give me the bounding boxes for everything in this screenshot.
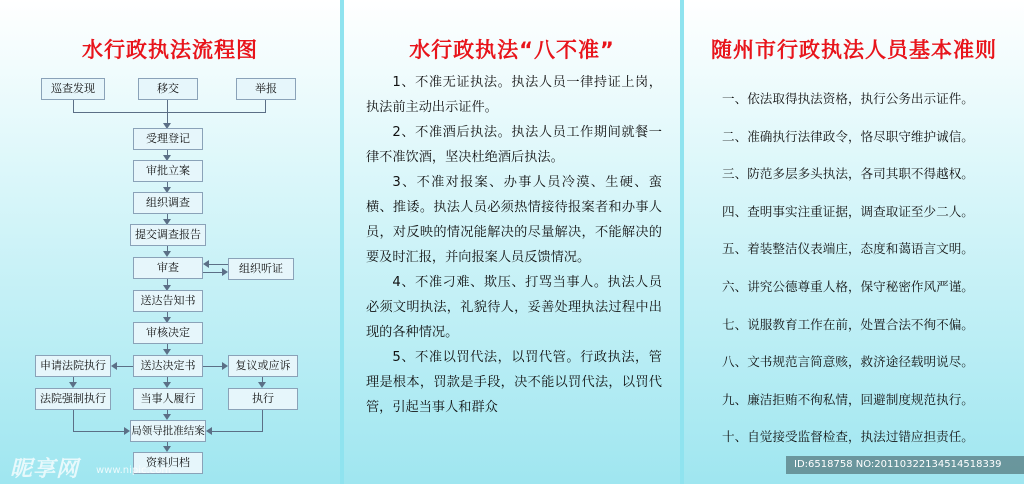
- rule-item: 六、讲究公德尊重人格，保守秘密作风严谨。: [722, 278, 974, 294]
- node-apply-court: 申请法院执行: [35, 355, 111, 377]
- rule-item: 七、说服教育工作在前，处置合法不徇不偏。: [722, 316, 974, 332]
- node-hearing: 组织听证: [228, 258, 294, 280]
- rule-item: 八、文书规范言简意赅，救济途径载明说尽。: [722, 354, 974, 370]
- node-transfer: 移交: [138, 78, 198, 100]
- node-notice: 送达告知书: [133, 290, 203, 312]
- prohibition-paragraph: 3、不准对报案、办事人员冷漠、生硬、蛮横、推诿。执法人员必须热情接待报案者和办事人员，对反映的情况能解决的尽量解决，不能解决的要及时汇报，并向报案人员反馈情况。: [366, 175, 662, 265]
- eight-prohibitions-title: 水行政执法“八不准”: [409, 38, 615, 62]
- node-execute: 执行: [228, 388, 298, 410]
- node-decide: 审核决定: [133, 322, 203, 344]
- rule-item: 三、防范多层多头执法，各司其职不得越权。: [722, 166, 974, 182]
- rule-item: 十、自觉接受监督检查，执法过错应担责任。: [722, 429, 974, 445]
- node-submit-report: 提交调查报告: [130, 224, 206, 246]
- node-court-enforce: 法院强制执行: [35, 388, 111, 410]
- node-archive: 资料归档: [133, 452, 203, 474]
- node-close-case: 局领导批准结案: [130, 420, 206, 442]
- basic-rules-title: 随州市行政执法人员基本准则: [711, 38, 997, 62]
- node-deliver-decision: 送达决定书: [133, 355, 203, 377]
- prohibition-paragraph: 5、不准以罚代法，以罚代管。行政执法，管理是根本，罚款是手段，决不能以罚代法，以罚代管，引起当事人和群众: [366, 350, 662, 415]
- prohibition-paragraph: 4、不准刁难、欺压、打骂当事人。执法人员必须文明执法，礼貌待人，妥善处理执法过程中出现的各种情况。: [366, 275, 662, 340]
- rule-item: 九、廉洁拒贿不徇私情，回避制度规范执行。: [722, 391, 974, 407]
- node-investigate: 组织调查: [133, 192, 203, 214]
- basic-rules-list: [722, 88, 1012, 464]
- rule-item: 五、着装整洁仪表端庄，态度和蔼语言文明。: [722, 241, 974, 257]
- rule-item: 一、依法取得执法资格，执行公务出示证件。: [722, 91, 974, 106]
- eight-prohibitions-body: [366, 70, 662, 420]
- rule-item: 二、准确执行法律政令，恪尽职守维护诚信。: [722, 128, 974, 144]
- rule-item: 四、查明事实注重证据，调查取证至少二人。: [722, 203, 974, 219]
- node-review: 审查: [133, 257, 203, 279]
- prohibition-paragraph: 2、不准酒后执法。执法人员工作期间就餐一律不准饮酒，坚决杜绝酒后执法。: [366, 125, 662, 165]
- node-party-comply: 当事人履行: [133, 388, 203, 410]
- node-reconsider: 复议或应诉: [228, 355, 298, 377]
- watermark-url: www.nipic.com: [96, 465, 172, 476]
- node-report: 举报: [236, 78, 296, 100]
- watermark-logo: 昵享网: [10, 457, 80, 482]
- prohibition-paragraph: 1、不准无证执法。执法人员一律持证上岗，执法前主动出示证件。: [366, 75, 662, 115]
- node-approve: 审批立案: [133, 160, 203, 182]
- image-id-bar: ID:6518758 NO:20110322134514518339: [786, 456, 1024, 474]
- node-accept: 受理登记: [133, 128, 203, 150]
- flowchart-title: 水行政执法流程图: [82, 38, 258, 62]
- node-patrol: 巡查发现: [41, 78, 105, 100]
